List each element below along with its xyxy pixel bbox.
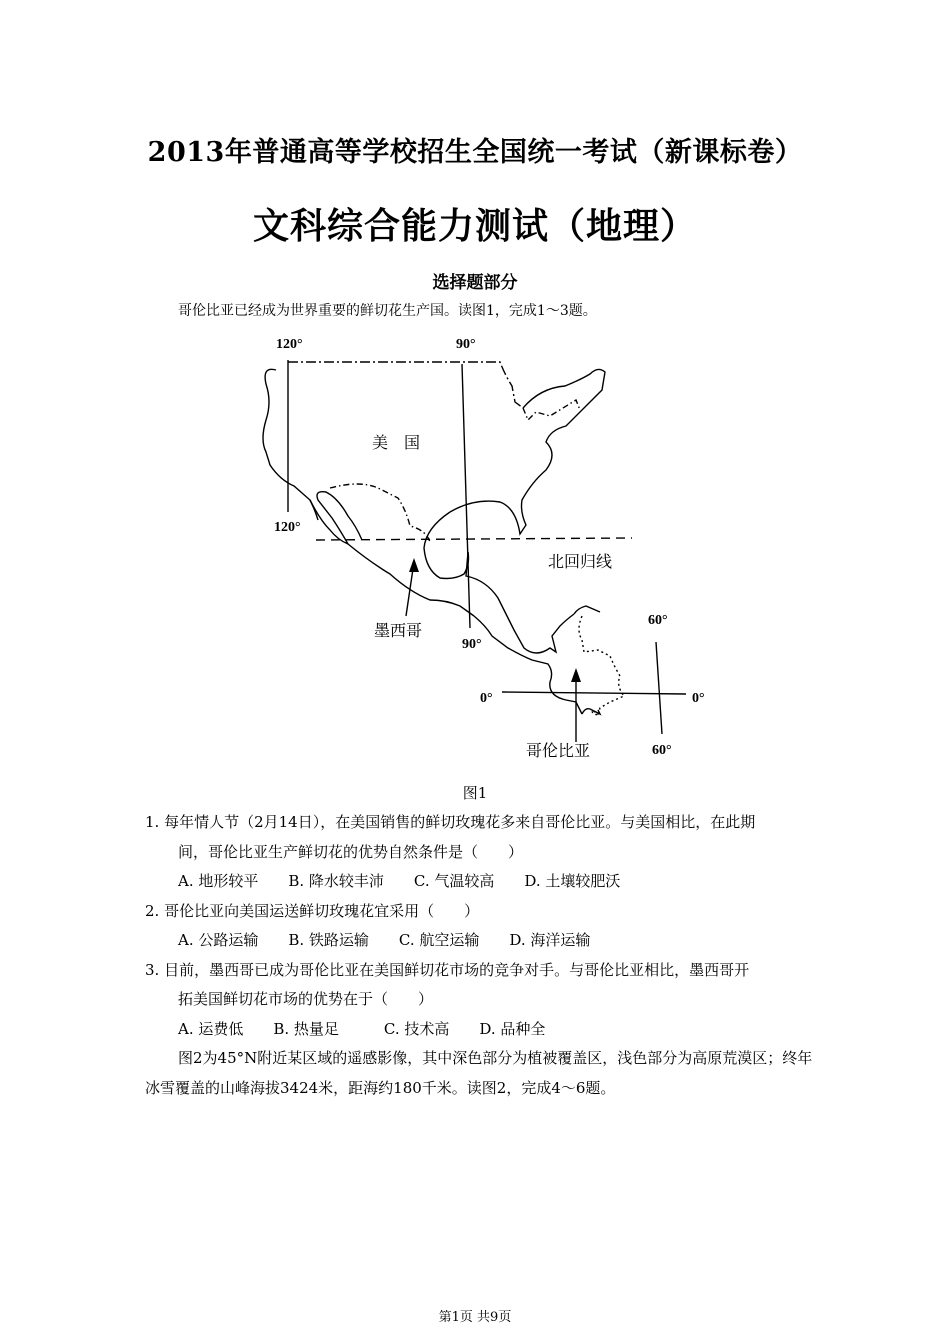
lon120-top-label: 120° [276,337,303,352]
question-2 [145,897,813,956]
caribbean-coast [574,606,600,614]
question-3 [145,956,813,1045]
lon120-bottom-label: 120° [274,520,301,535]
colombia-arrow-head [571,668,581,682]
question-1-continuation: 间，哥伦比亚生产鲜切花的优势自然条件是（ ） [178,842,524,861]
question-1-text: 1. 每年情人节（2月14日），在美国销售的鲜切玫瑰花多来自哥伦比亚。与美国相比，在此期 [145,813,756,831]
lon90-bottom-label: 90° [462,637,482,652]
question-1 [145,808,813,897]
equator-line [502,692,686,694]
equator-left-label: 0° [480,691,493,706]
mexico-label: 墨西哥 [374,621,423,640]
us-mexico-border [330,484,430,542]
colombia-south-coast [582,709,600,714]
exam-title: 2013年普通高等学校招生全国统一考试（新课标卷） [147,137,803,168]
colombia-label: 哥伦比亚 [526,741,591,760]
intro-text: 哥伦比亚已经成为世界重要的鲜切花生产国。读图1，完成1～3题。 [178,303,597,319]
usa-label: 美 国 [372,433,421,452]
great-lakes-border [523,400,580,420]
lon60-bottom-label: 60° [652,743,672,758]
lon60-line [656,642,662,734]
page-footer: 第1页 共9页 [438,1310,512,1325]
question-3-text: 3. 目前，墨西哥已成为哥伦比亚在美国鲜切花市场的竞争对手。与哥伦比亚相比，墨西哥开 [145,960,750,979]
question-3-continuation: 拓美国鲜切花市场的优势在于（ ） [178,990,434,1008]
colombia-border [579,616,624,715]
section-title: 选择题部分 [432,273,518,293]
question-body [145,808,813,1103]
tropic-label: 北回归线 [548,552,613,571]
us-west-coast [263,369,318,520]
figure-1-map [230,330,730,770]
gulf-coast [424,512,469,579]
tropic-line [316,538,632,540]
us-canada-border [288,362,523,408]
figure-2-paragraph: 图2为45°N附近某区域的遥感影像，其中深色部分为植被覆盖区，浅色部分为高原荒漠区；终年冰雪覆盖的山峰海拔3424米，距海约180千米。读图2，完成4～6题。 [145,1049,813,1097]
question-3-options: A. 运费低 B. 热量足 C. 技术高 D. 品种全 [178,1019,546,1038]
equator-right-label: 0° [692,691,705,706]
question-1-options: A. 地形较平 B. 降水较丰沛 C. 气温较高 D. 土壤较肥沃 [178,872,621,890]
figure-caption: 图1 [462,784,488,802]
lon90-line [462,364,470,628]
question-2-text: 2. 哥伦比亚向美国运送鲜切玫瑰花宜采用（ ） [145,901,480,920]
us-east-coast [450,369,605,534]
mexico-arrow-head [409,558,419,572]
question-2-options: A. 公路运输 B. 铁路运输 C. 航空运输 D. 海洋运输 [178,931,591,949]
lon60-top-label: 60° [648,613,668,628]
lon90-top-label: 90° [456,337,476,352]
exam-subtitle: 文科综合能力测试（地理） [252,206,697,247]
